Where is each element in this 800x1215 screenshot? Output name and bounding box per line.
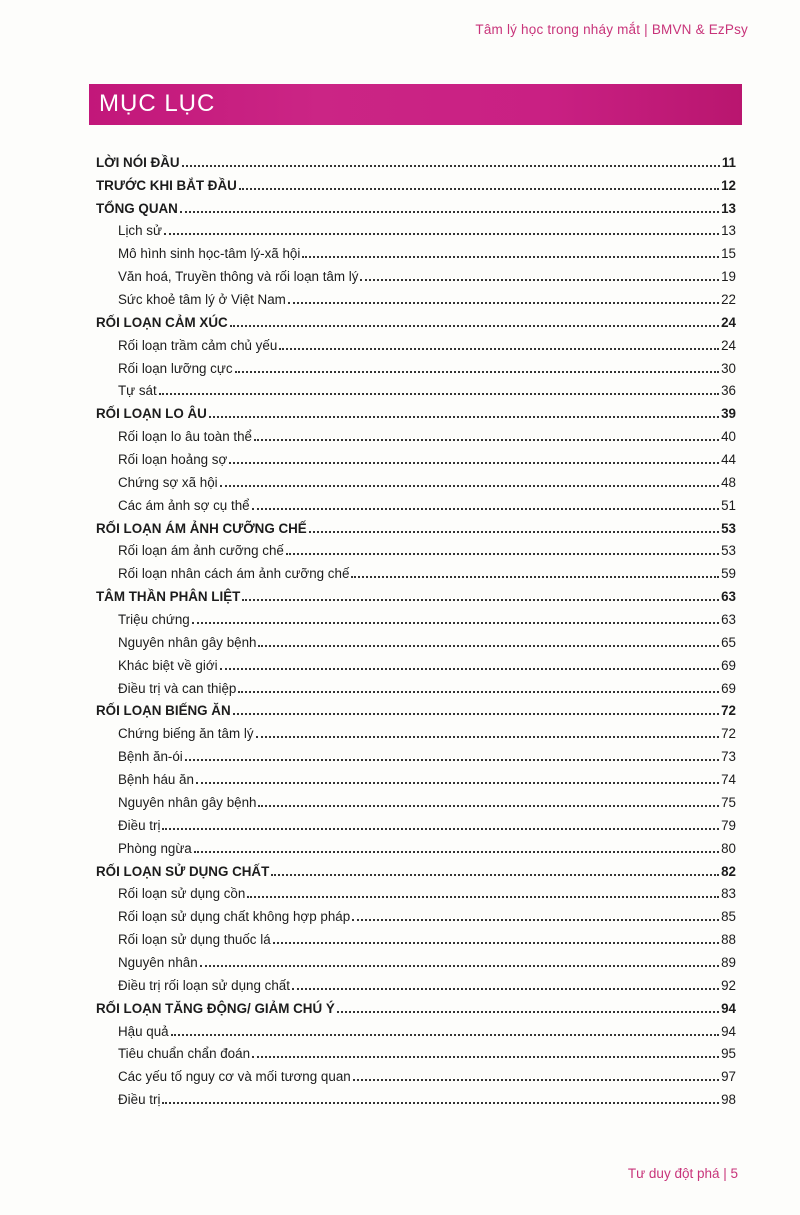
toc-entry-title: Các ám ảnh sợ cụ thể	[118, 497, 250, 513]
toc-section-entry	[96, 444, 736, 467]
dot-leader	[162, 1102, 719, 1104]
toc-entry-title: RỐI LOẠN BIẾNG ĂN	[96, 703, 231, 719]
toc-entry-page: 75	[721, 794, 736, 810]
toc-entry-title: Điều trị rối loạn sử dụng chất	[118, 977, 290, 993]
dot-leader	[159, 393, 719, 395]
toc-entry-title: Các yếu tố nguy cơ và mối tương quan	[118, 1069, 351, 1085]
toc-entry-title: Điều trị	[118, 1092, 161, 1108]
toc-section-entry	[96, 833, 736, 856]
toc-entry-page: 94	[721, 1023, 736, 1039]
toc-entry-page: 73	[721, 749, 736, 765]
running-header: Tâm lý học trong nháy mắt | BMVN & EzPsy	[475, 22, 748, 37]
toc-section-entry	[96, 1084, 736, 1107]
toc-section-entry	[96, 467, 736, 490]
toc-section-entry	[96, 810, 736, 833]
toc-entry-title: Rối loạn nhân cách ám ảnh cưỡng chế	[118, 566, 350, 582]
toc-section-entry	[96, 238, 736, 261]
toc-entry-title: TỔNG QUAN	[96, 200, 178, 216]
toc-section-entry	[96, 284, 736, 307]
toc-entry-title: Bệnh háu ăn	[118, 772, 194, 788]
toc-entry-page: 79	[721, 817, 736, 833]
toc-chapter-entry	[96, 170, 736, 193]
toc-entry-title: Điều trị	[118, 817, 161, 833]
toc-section-entry	[96, 673, 736, 696]
toc-entry-page: 12	[721, 177, 736, 193]
dot-leader	[164, 233, 719, 235]
dot-leader	[209, 416, 719, 418]
toc-entry-page: 97	[721, 1069, 736, 1085]
dot-leader	[302, 256, 719, 258]
dot-leader	[192, 622, 719, 624]
toc-entry-title: RỐI LOẠN TĂNG ĐỘNG/ GIẢM CHÚ Ý	[96, 1000, 335, 1016]
dot-leader	[286, 553, 719, 555]
toc-chapter-entry	[96, 993, 736, 1016]
toc-entry-title: Bệnh ăn-ói	[118, 749, 183, 765]
dot-leader	[238, 691, 719, 693]
dot-leader	[235, 371, 720, 373]
dot-leader	[256, 736, 720, 738]
toc-title: MỤC LỤC	[99, 90, 216, 117]
toc-entry-title: Nguyên nhân	[118, 954, 198, 970]
toc-entry-title: Nguyên nhân gây bệnh	[118, 634, 257, 650]
dot-leader	[351, 576, 719, 578]
toc-entry-page: 13	[721, 223, 736, 239]
toc-entry-title: Phòng ngừa	[118, 840, 192, 856]
toc-entry-page: 19	[721, 269, 736, 285]
table-of-contents	[96, 147, 736, 1107]
toc-section-entry	[96, 490, 736, 513]
toc-section-entry	[96, 604, 736, 627]
dot-leader	[171, 1034, 719, 1036]
toc-entry-page: 72	[721, 726, 736, 742]
dot-leader	[360, 279, 719, 281]
toc-entry-page: 11	[721, 154, 736, 170]
dot-leader	[258, 805, 719, 807]
toc-section-entry	[96, 627, 736, 650]
toc-entry-title: Rối loạn lo âu toàn thể	[118, 429, 253, 445]
toc-entry-page: 15	[721, 246, 736, 262]
toc-chapter-entry	[96, 193, 736, 216]
toc-title-band	[89, 84, 742, 125]
dot-leader	[252, 1056, 719, 1058]
dot-leader	[233, 713, 719, 715]
dot-leader	[247, 896, 719, 898]
dot-leader	[353, 1079, 719, 1081]
dot-leader	[254, 439, 719, 441]
dot-leader	[273, 942, 719, 944]
toc-entry-page: 48	[721, 474, 736, 490]
dot-leader	[180, 211, 719, 213]
toc-entry-title: Nguyên nhân gây bệnh	[118, 794, 257, 810]
toc-entry-page: 94	[721, 1000, 736, 1016]
toc-entry-page: 40	[721, 429, 736, 445]
toc-section-entry	[96, 558, 736, 581]
toc-entry-title: Rối loạn sử dụng chất không hợp pháp	[118, 909, 351, 925]
toc-section-entry	[96, 330, 736, 353]
toc-entry-title: RỐI LOẠN ÁM ẢNH CƯỠNG CHẾ	[96, 520, 307, 536]
toc-entry-title: Rối loạn ám ảnh cưỡng chế	[118, 543, 284, 559]
dot-leader	[288, 302, 719, 304]
dot-leader	[258, 645, 719, 647]
dot-leader	[200, 965, 719, 967]
toc-chapter-entry	[96, 398, 736, 421]
dot-leader	[196, 782, 719, 784]
dot-leader	[230, 325, 719, 327]
dot-leader	[309, 531, 719, 533]
toc-entry-page: 63	[721, 589, 736, 605]
page-footer: Tư duy đột phá | 5	[627, 1166, 738, 1181]
toc-entry-title: Rối loạn hoảng sợ	[118, 452, 228, 468]
toc-entry-title: Triệu chứng	[118, 612, 190, 628]
toc-entry-page: 22	[721, 292, 736, 308]
toc-section-entry	[96, 787, 736, 810]
toc-entry-page: 13	[721, 200, 736, 216]
toc-section-entry	[96, 924, 736, 947]
toc-entry-title: Tiêu chuẩn chẩn đoán	[118, 1046, 251, 1062]
dot-leader	[185, 759, 719, 761]
toc-entry-page: 82	[721, 863, 736, 879]
toc-section-entry	[96, 421, 736, 444]
dot-leader	[252, 508, 720, 510]
toc-entry-title: TRƯỚC KHI BẮT ĐẦU	[96, 177, 237, 193]
toc-chapter-entry	[96, 856, 736, 879]
toc-entry-title: Chứng biếng ăn tâm lý	[118, 726, 254, 742]
dot-leader	[220, 668, 720, 670]
toc-section-entry	[96, 947, 736, 970]
toc-entry-page: 89	[721, 954, 736, 970]
toc-entry-page: 85	[721, 909, 736, 925]
toc-section-entry	[96, 764, 736, 787]
dot-leader	[242, 599, 719, 601]
toc-entry-page: 95	[721, 1046, 736, 1062]
toc-entry-page: 36	[721, 383, 736, 399]
dot-leader	[220, 485, 719, 487]
toc-entry-page: 69	[721, 657, 736, 673]
toc-entry-page: 59	[721, 566, 736, 582]
dot-leader	[279, 348, 719, 350]
dot-leader	[229, 462, 719, 464]
dot-leader	[271, 874, 719, 876]
toc-entry-title: RỐI LOẠN SỬ DỤNG CHẤT	[96, 863, 270, 879]
toc-entry-title: RỐI LOẠN LO ÂU	[96, 406, 207, 422]
toc-section-entry	[96, 536, 736, 559]
toc-entry-page: 51	[721, 497, 736, 513]
dot-leader	[337, 1011, 719, 1013]
toc-section-entry	[96, 1016, 736, 1039]
dot-leader	[194, 851, 719, 853]
toc-entry-page: 39	[721, 406, 736, 422]
dot-leader	[182, 165, 720, 167]
toc-entry-title: Điều trị và can thiệp	[118, 680, 237, 696]
toc-entry-title: Rối loạn sử dụng thuốc lá	[118, 932, 271, 948]
toc-entry-title: Rối loạn lưỡng cực	[118, 360, 233, 376]
toc-entry-title: Mô hình sinh học-tâm lý-xã hội	[118, 246, 301, 262]
toc-entry-title: Chứng sợ xã hội	[118, 474, 218, 490]
toc-entry-title: LỜI NÓI ĐẦU	[96, 154, 180, 170]
toc-entry-page: 98	[721, 1092, 736, 1108]
toc-entry-page: 88	[721, 932, 736, 948]
toc-entry-title: Khác biệt về giới	[118, 657, 218, 673]
toc-section-entry	[96, 1039, 736, 1062]
toc-entry-page: 69	[721, 680, 736, 696]
toc-entry-title: Rối loạn sử dụng cồn	[118, 886, 246, 902]
toc-entry-title: Rối loạn trầm cảm chủ yếu	[118, 337, 278, 353]
toc-section-entry	[96, 650, 736, 673]
toc-entry-title: Hậu quả	[118, 1023, 169, 1039]
toc-section-entry	[96, 376, 736, 399]
toc-entry-page: 63	[721, 612, 736, 628]
toc-section-entry	[96, 879, 736, 902]
toc-entry-page: 83	[721, 886, 736, 902]
toc-section-entry	[96, 718, 736, 741]
toc-chapter-entry	[96, 147, 736, 170]
toc-entry-page: 44	[721, 452, 736, 468]
dot-leader	[292, 988, 719, 990]
toc-section-entry	[96, 741, 736, 764]
toc-entry-page: 74	[721, 772, 736, 788]
dot-leader	[352, 919, 719, 921]
toc-entry-page: 72	[721, 703, 736, 719]
toc-entry-title: TÂM THẦN PHÂN LIỆT	[96, 589, 241, 605]
dot-leader	[162, 828, 719, 830]
toc-entry-title: Lịch sử	[118, 223, 162, 239]
toc-entry-page: 53	[721, 543, 736, 559]
toc-entry-page: 92	[721, 977, 736, 993]
toc-section-entry	[96, 901, 736, 924]
toc-entry-title: Văn hoá, Truyền thông và rối loạn tâm lý	[118, 269, 359, 285]
toc-entry-title: Tự sát	[118, 383, 157, 399]
toc-entry-page: 80	[721, 840, 736, 856]
toc-section-entry	[96, 970, 736, 993]
toc-section-entry	[96, 216, 736, 239]
toc-section-entry	[96, 261, 736, 284]
toc-entry-page: 24	[721, 314, 736, 330]
toc-chapter-entry	[96, 696, 736, 719]
toc-entry-page: 65	[721, 634, 736, 650]
toc-chapter-entry	[96, 307, 736, 330]
toc-entry-title: Sức khoẻ tâm lý ở Việt Nam	[118, 292, 286, 308]
toc-section-entry	[96, 1061, 736, 1084]
toc-chapter-entry	[96, 581, 736, 604]
toc-chapter-entry	[96, 513, 736, 536]
toc-entry-page: 24	[721, 337, 736, 353]
toc-section-entry	[96, 353, 736, 376]
dot-leader	[239, 188, 719, 190]
toc-entry-page: 30	[721, 360, 736, 376]
toc-entry-page: 53	[721, 520, 736, 536]
toc-entry-title: RỐI LOẠN CẢM XÚC	[96, 314, 228, 330]
